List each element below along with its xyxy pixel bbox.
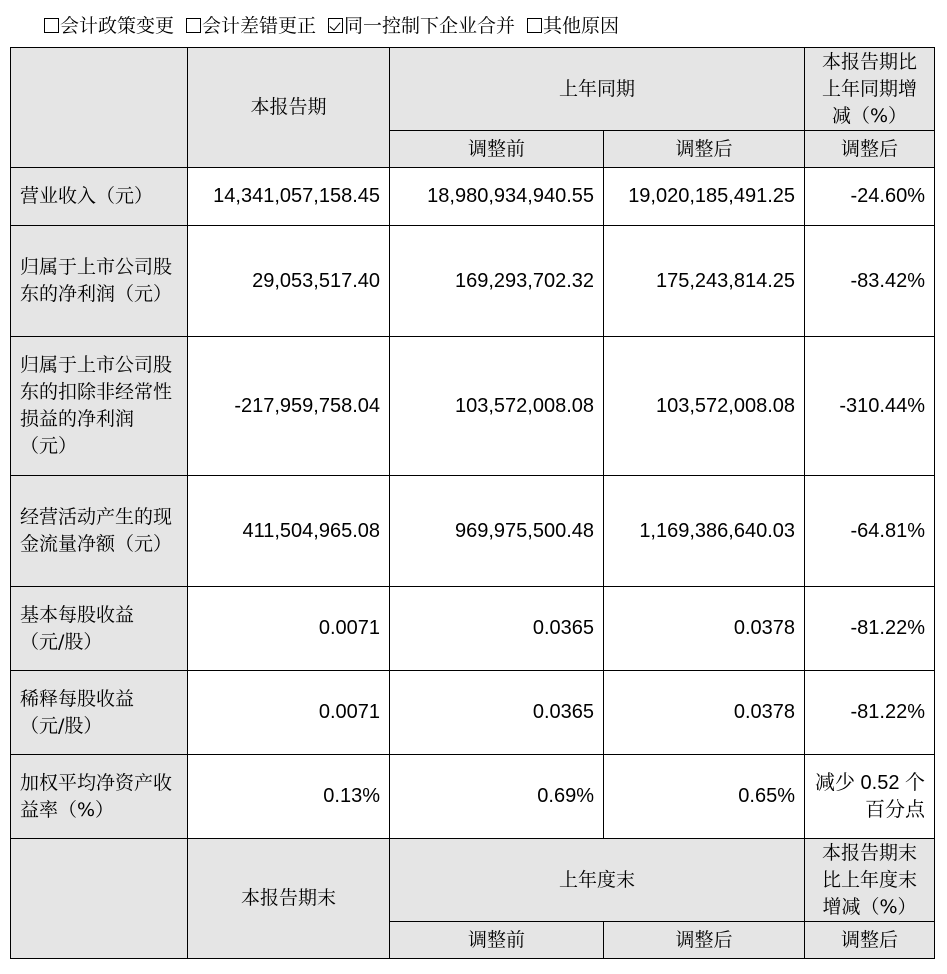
header-after-adjustment: 调整后 (604, 131, 805, 168)
cell-before: 0.69% (390, 755, 604, 839)
cell-change: -83.42% (805, 226, 935, 337)
checkbox-icon[interactable] (44, 18, 59, 33)
cell-after: 1,169,386,640.03 (604, 476, 805, 587)
cell-current: 0.13% (188, 755, 390, 839)
cell-current: 29,053,517.40 (188, 226, 390, 337)
cell-after: 0.65% (604, 755, 805, 839)
cell-before: 969,975,500.48 (390, 476, 604, 587)
cell-current: 0.0071 (188, 671, 390, 755)
checkbox-icon[interactable] (527, 18, 542, 33)
option-common-control-merger[interactable]: 同一控制下企业合并 (328, 11, 515, 38)
table-row (11, 226, 935, 337)
adjustment-reason-options (44, 10, 631, 38)
row-label: 归属于上市公司股东的扣除非经常性损益的净利润（元） (11, 337, 188, 476)
cell-before: 0.0365 (390, 587, 604, 671)
cell-change: -64.81% (805, 476, 935, 587)
table-row (11, 587, 935, 671)
header-change: 本报告期比上年同期增减（%） (805, 48, 935, 131)
header-change-after-adjustment: 调整后 (805, 922, 935, 959)
cell-before: 0.0365 (390, 671, 604, 755)
cell-after: 0.0378 (604, 587, 805, 671)
table-header-row (11, 48, 935, 131)
cell-after: 0.0378 (604, 671, 805, 755)
table-row (11, 337, 935, 476)
checked-checkbox-icon[interactable] (328, 18, 343, 33)
cell-current: 0.0071 (188, 587, 390, 671)
header-before-adjustment: 调整前 (390, 131, 604, 168)
cell-change: -81.22% (805, 587, 935, 671)
row-label: 经营活动产生的现金流量净额（元） (11, 476, 188, 587)
cell-change: -24.60% (805, 168, 935, 226)
cell-before: 103,572,008.08 (390, 337, 604, 476)
row-label: 基本每股收益（元/股） (11, 587, 188, 671)
row-label: 营业收入（元） (11, 168, 188, 226)
cell-change: -81.22% (805, 671, 935, 755)
cell-change: 减少 0.52 个百分点 (805, 755, 935, 839)
table-row (11, 476, 935, 587)
cell-after: 19,020,185,491.25 (604, 168, 805, 226)
header-before-adjustment: 调整前 (390, 922, 604, 959)
cell-change: -310.44% (805, 337, 935, 476)
header-current-period: 本报告期 (188, 48, 390, 168)
table-row (11, 755, 935, 839)
row-label: 归属于上市公司股东的净利润（元） (11, 226, 188, 337)
header-after-adjustment: 调整后 (604, 922, 805, 959)
option-accounting-error-correction[interactable]: 会计差错更正 (186, 11, 316, 38)
row-label: 加权平均净资产收益率（%） (11, 755, 188, 839)
table-footer-header-row (11, 839, 935, 922)
header-prior-period: 上年同期 (390, 48, 805, 131)
table-row (11, 168, 935, 226)
cell-before: 18,980,934,940.55 (390, 168, 604, 226)
header-change-after-adjustment: 调整后 (805, 131, 935, 168)
cell-before: 169,293,702.32 (390, 226, 604, 337)
cell-after: 175,243,814.25 (604, 226, 805, 337)
cell-current: 411,504,965.08 (188, 476, 390, 587)
table-row (11, 671, 935, 755)
header-period-end-change: 本报告期末比上年度末增减（%） (805, 839, 935, 922)
row-label: 稀释每股收益（元/股） (11, 671, 188, 755)
cell-current: 14,341,057,158.45 (188, 168, 390, 226)
header-corner-cell (11, 48, 188, 168)
cell-current: -217,959,758.04 (188, 337, 390, 476)
header-current-period-end: 本报告期末 (188, 839, 390, 959)
option-accounting-policy-change[interactable]: 会计政策变更 (44, 11, 174, 38)
checkbox-icon[interactable] (186, 18, 201, 33)
financial-data-table (10, 47, 935, 959)
option-other-reasons[interactable]: 其他原因 (527, 11, 619, 38)
cell-after: 103,572,008.08 (604, 337, 805, 476)
header-prior-year-end: 上年度末 (390, 839, 805, 922)
footer-corner-cell (11, 839, 188, 959)
